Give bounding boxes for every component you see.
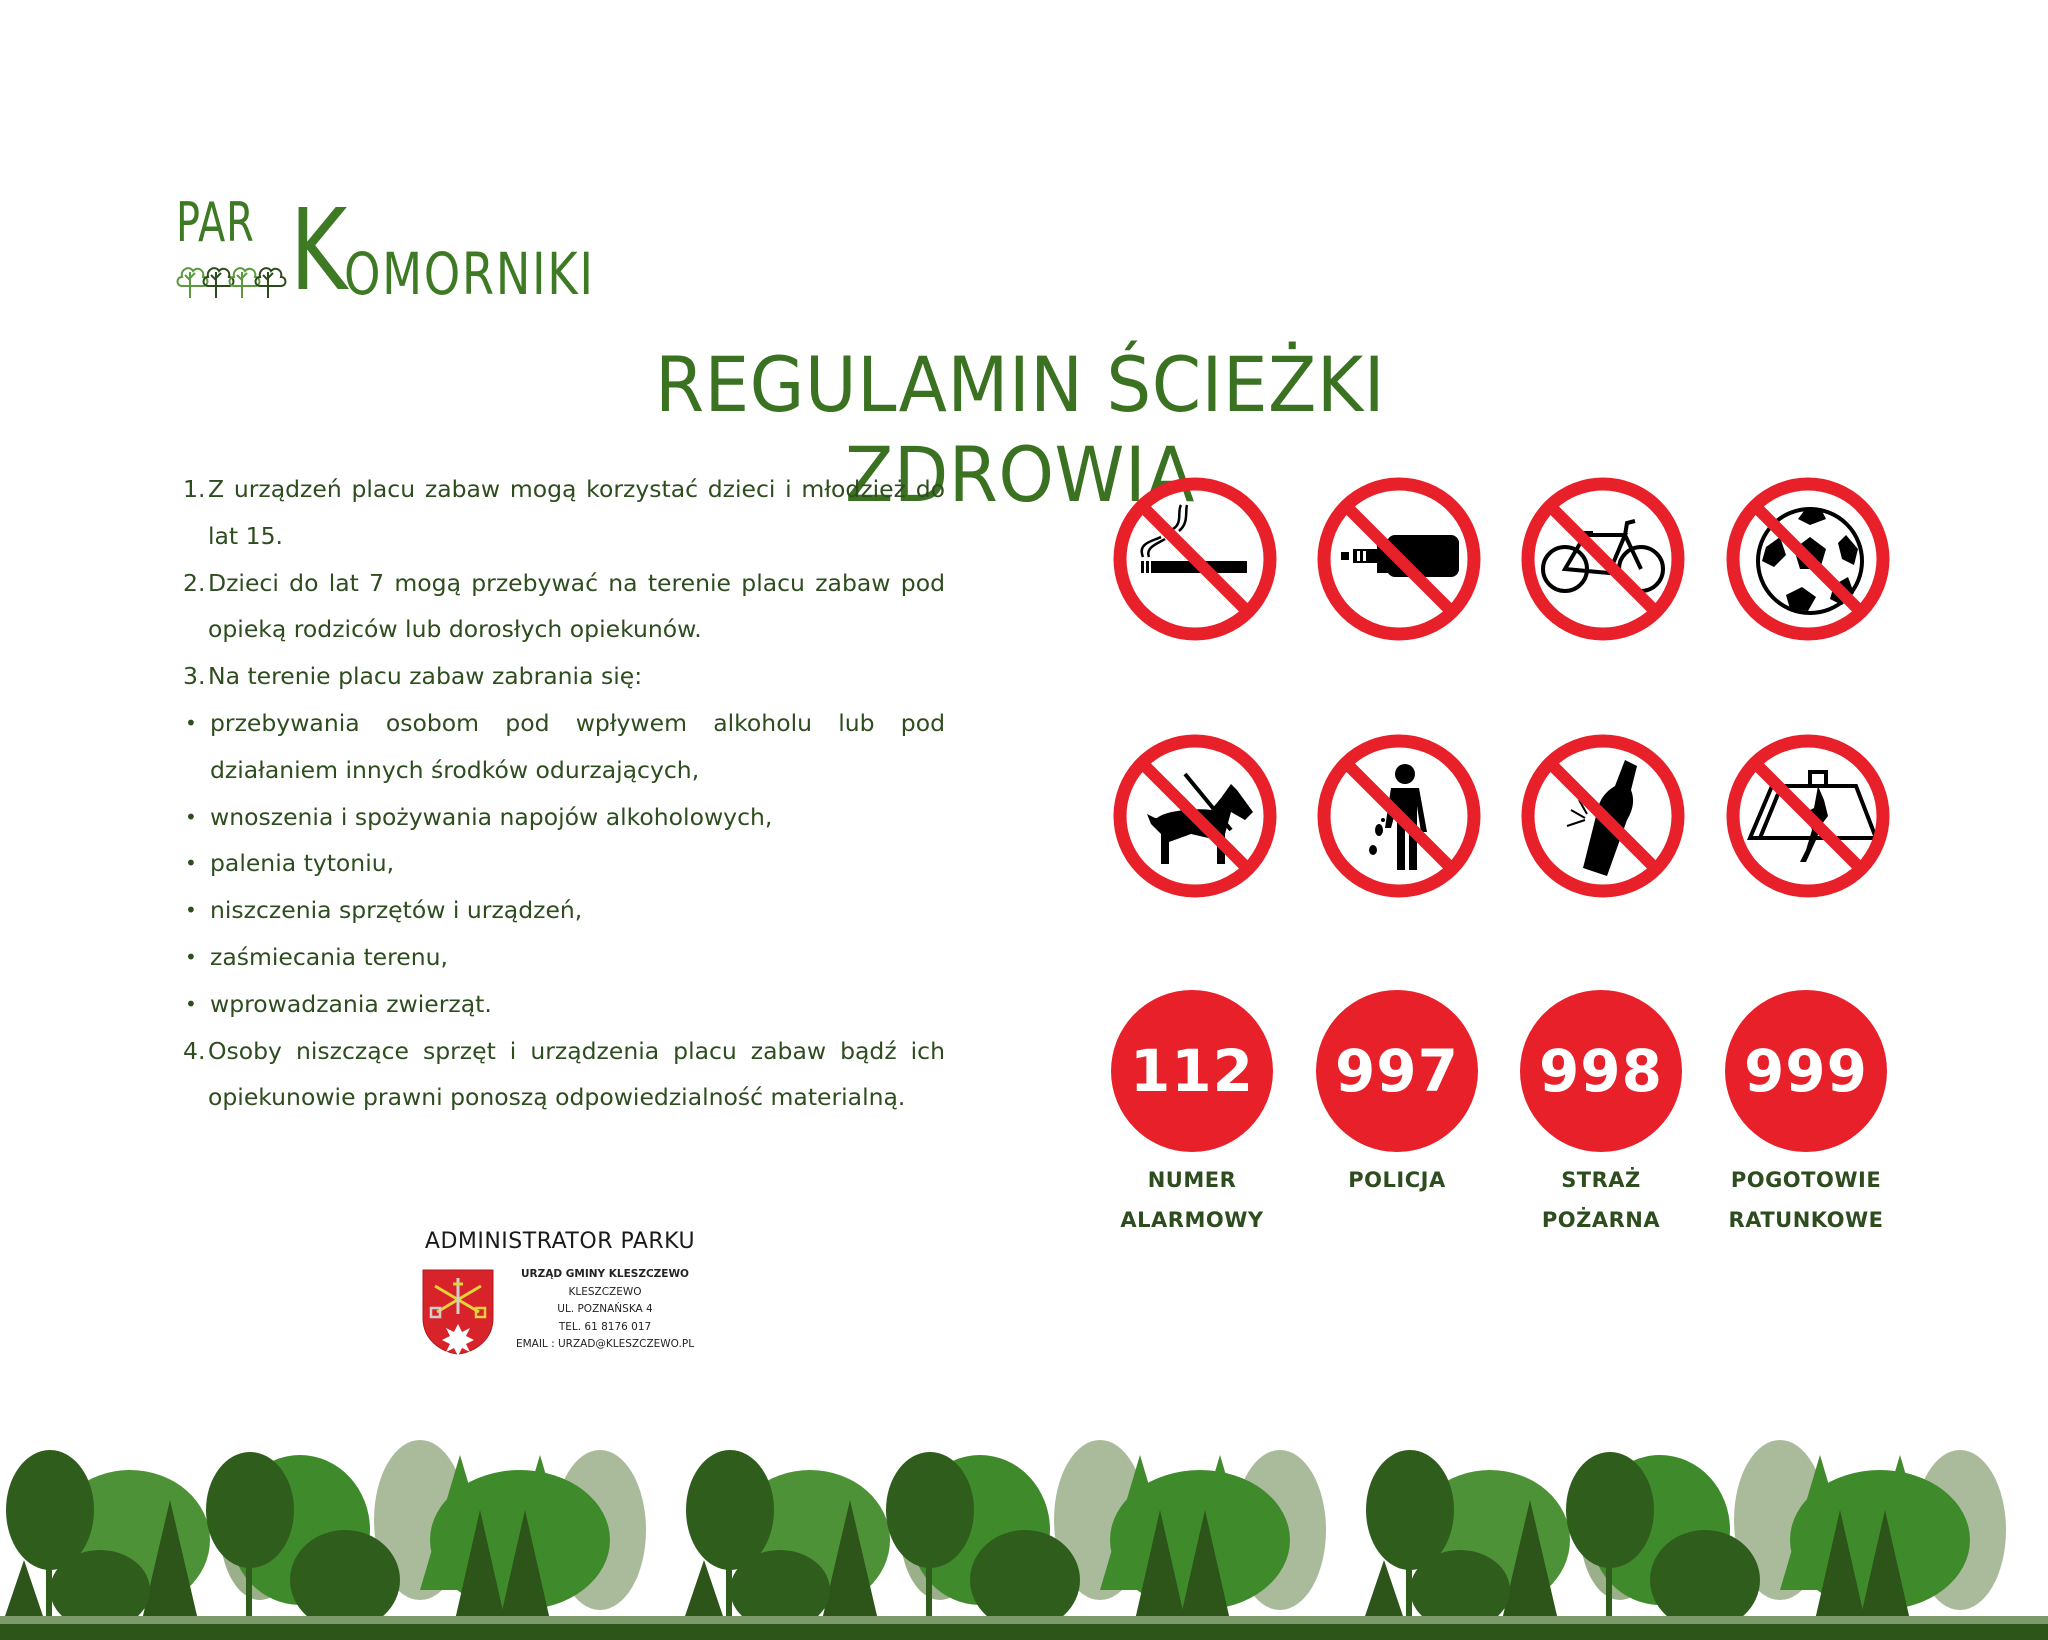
rule-subitem bbox=[183, 887, 945, 934]
rule-item bbox=[183, 466, 945, 560]
rule-subitem bbox=[183, 981, 945, 1028]
emergency-112 bbox=[1092, 990, 1292, 1240]
bullet-icon: • bbox=[185, 944, 197, 969]
no-climbing-swing-icon bbox=[1726, 734, 1890, 898]
no-vaping-icon bbox=[1317, 477, 1481, 641]
trees-logo-icon bbox=[176, 256, 288, 300]
no-glass-breaking-sign bbox=[1521, 734, 1685, 898]
rule-item bbox=[183, 1028, 945, 1122]
emergency-number: 997 bbox=[1316, 990, 1478, 1152]
rule-number: 4. bbox=[183, 1036, 206, 1065]
logo-text-omorniki: OMORNIKI bbox=[344, 240, 595, 308]
admin-city: KLESZCZEWO bbox=[568, 1285, 642, 1298]
rule-number: 2. bbox=[183, 568, 206, 597]
rule-item bbox=[183, 653, 945, 700]
rule-text: palenia tytoniu, bbox=[210, 849, 395, 878]
no-littering-sign bbox=[1317, 734, 1481, 898]
emergency-label: NUMER ALARMOWY bbox=[1120, 1168, 1264, 1232]
emergency-number: 112 bbox=[1111, 990, 1273, 1152]
rule-text: wprowadzania zwierząt. bbox=[210, 989, 492, 1018]
rule-text: Osoby niszczące sprzęt i urządzenia placu zabaw bądź ich opiekunowie prawni ponoszą odpowiedzialność materialną. bbox=[208, 1036, 945, 1112]
admin-street: UL. POZNAŃSKA 4 bbox=[557, 1303, 653, 1315]
admin-email: EMAIL : URZAD@KLESZCZEWO.PL bbox=[515, 1338, 695, 1350]
rule-subitem bbox=[183, 700, 945, 794]
no-smoking-sign bbox=[1113, 477, 1277, 641]
rule-subitem bbox=[183, 840, 945, 887]
coat-of-arms-icon bbox=[421, 1268, 495, 1356]
bullet-icon: • bbox=[185, 804, 197, 829]
no-littering-icon bbox=[1317, 734, 1481, 898]
bullet-icon: • bbox=[185, 991, 197, 1016]
logo-text-par: PAR bbox=[176, 191, 255, 254]
rule-text: zaśmiecania terenu, bbox=[210, 942, 449, 971]
emergency-number: 998 bbox=[1520, 990, 1682, 1152]
rule-subitem bbox=[183, 794, 945, 841]
rule-item bbox=[183, 560, 945, 654]
page-title: REGULAMIN ŚCIEŻKI ZDROWIA bbox=[654, 340, 1386, 519]
rule-text: Na terenie placu zabaw zabrania się: bbox=[208, 662, 643, 691]
rule-number: 3. bbox=[183, 662, 206, 691]
admin-address bbox=[505, 1266, 705, 1354]
no-glass-breaking-icon bbox=[1521, 734, 1685, 898]
bullet-icon: • bbox=[185, 898, 197, 923]
emergency-number: 999 bbox=[1725, 990, 1887, 1152]
no-vaping-sign bbox=[1317, 477, 1481, 641]
administrator-block bbox=[400, 1224, 720, 1362]
no-ball-games-icon bbox=[1726, 477, 1890, 641]
no-ball-games-sign bbox=[1726, 477, 1890, 641]
emergency-997 bbox=[1297, 990, 1497, 1200]
admin-phone: TEL. 61 8176 017 bbox=[558, 1320, 652, 1333]
admin-name: URZĄD GMINY KLESZCZEWO bbox=[521, 1268, 689, 1280]
bullet-icon: • bbox=[185, 851, 197, 876]
rule-text: Z urządzeń placu zabaw mogą korzystać dzieci i młodzież do lat 15. bbox=[208, 475, 945, 550]
rule-number: 1. bbox=[183, 475, 206, 503]
forest-treeline-illustration bbox=[0, 1420, 2048, 1640]
no-bicycles-icon bbox=[1521, 477, 1685, 641]
rule-text: przebywania osobom pod wpływem alkoholu lub pod działaniem innych środków odurzających, bbox=[210, 708, 945, 784]
park-logo bbox=[176, 186, 622, 316]
rule-subitem bbox=[183, 934, 945, 981]
emergency-999 bbox=[1706, 990, 1906, 1240]
no-dogs-icon bbox=[1113, 734, 1277, 898]
rules-list bbox=[183, 466, 945, 1121]
admin-heading: ADMINISTRATOR PARKU bbox=[424, 1229, 696, 1254]
rule-text: Dzieci do lat 7 mogą przebywać na terenie placu zabaw pod opieką rodziców lub dorosłych opiekunów. bbox=[208, 568, 945, 644]
emergency-label: POGOTOWIE RATUNKOWE bbox=[1728, 1168, 1884, 1232]
bullet-icon: • bbox=[185, 710, 197, 735]
emergency-label: POLICJA bbox=[1348, 1168, 1446, 1192]
no-dogs-sign bbox=[1113, 734, 1277, 898]
no-smoking-icon bbox=[1113, 477, 1277, 641]
emergency-label: STRAŻ POŻARNA bbox=[1541, 1168, 1661, 1232]
logo-text-k: K bbox=[290, 186, 348, 316]
no-climbing-sign bbox=[1726, 734, 1890, 898]
no-bicycles-sign bbox=[1521, 477, 1685, 641]
rule-text: wnoszenia i spożywania napojów alkoholowych, bbox=[210, 802, 773, 831]
emergency-998 bbox=[1501, 990, 1701, 1240]
rule-text: niszczenia sprzętów i urządzeń, bbox=[210, 896, 583, 925]
